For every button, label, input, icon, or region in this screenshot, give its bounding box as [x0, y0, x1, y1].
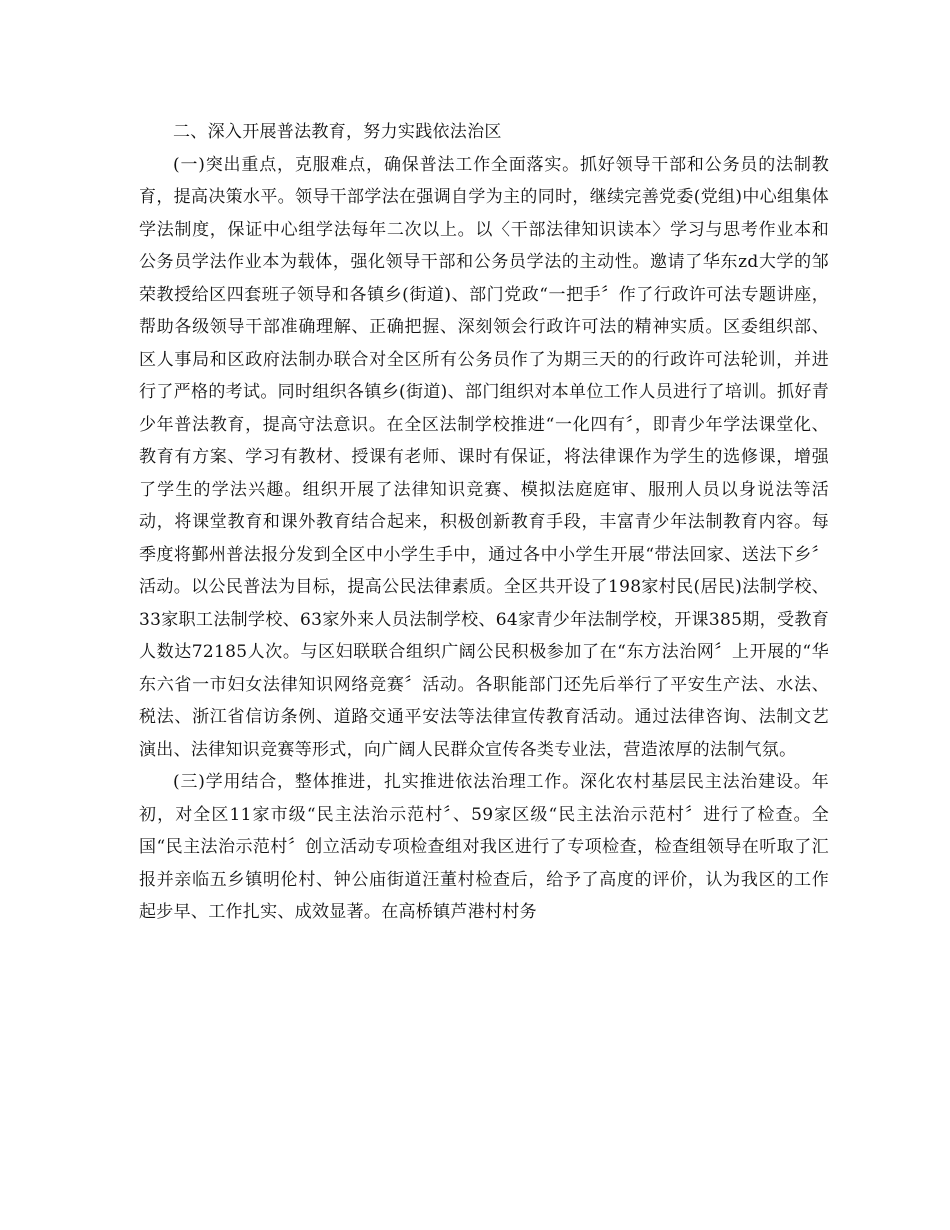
document-page [139, 116, 829, 929]
paragraph-1: (一)突出重点，克服难点，确保普法工作全面落实。抓好领导干部和公务员的法制教育，提高决策水平。领导干部学法在强调自学为主的同时，继续完善党委(党组)中心组集体学法制度，保证中心组学法每年二次以上。以〈干部法律知识读本〉学习与思考作业本和公务员学法作业本为载体，强化领导干部和公务员学法的主动性。邀请了华东zd大学的邹荣教授给区四套班子领导和各镇乡(街道)、部门党政“一把手〞作了行政许可法专题讲座，帮助各级领导干部准确理解、正确把握、深刻领会行政许可法的精神实质。区委组织部、区人事局和区政府法制办联合对全区所有公务员作了为期三天的的行政许可法轮训，并进行了严格的考试。同时组织各镇乡(街道)、部门组织对本单位工作人员进行了培训。抓好青少年普法教育，提高守法意识。在全区法制学校推进“一化四有〞，即青少年学法课堂化、教育有方案、学习有教材、授课有老师、课时有保证，将法律课作为学生的选修课，增强了学生的学法兴趣。组织开展了法律知识竞赛、模拟法庭庭审、服刑人员以身说法等活动，将课堂教育和课外教育结合起来，积极创新教育手段，丰富青少年法制教育内容。每季度将鄞州普法报分发到全区中小学生手中，通过各中小学生开展“带法回家、送法下乡〞活动。以公民普法为目标，提高公民法律素质。全区共开设了198家村民(居民)法制学校、33家职工法制学校、63家外来人员法制学校、64家青少年法制学校，开课385期，受教育人数达72185人次。与区妇联联合组织广阔公民积极参加了在“东方法治网〞上开展的“华东六省一市妇女法律知识网络竞赛〞活动。各职能部门还先后举行了平安生产法、水法、税法、浙江省信访条例、道路交通平安法等法律宣传教育活动。通过法律咨询、法制文艺演出、法律知识竞赛等形式，向广阔人民群众宣传各类专业法，营造浓厚的法制气氛。 [139, 154, 829, 760]
section-heading: 二、深入开展普法教育，努力实践依法治区 [173, 122, 502, 142]
paragraph-2: (三)学用结合，整体推进，扎实推进依法治理工作。深化农村基层民主法治建设。年初，对全区11家市级“民主法治示范村〞、59家区级“民主法治示范村〞进行了检查。全国“民主法治示范村〞创立活动专项检查组对我区进行了专项检查，检查组领导在听取了汇报并亲临五乡镇明伦村、钟公庙街道汪董村检查后，给予了高度的评价，认为我区的工作起步早、工作扎实、成效显著。在高桥镇芦港村村务 [139, 772, 829, 922]
